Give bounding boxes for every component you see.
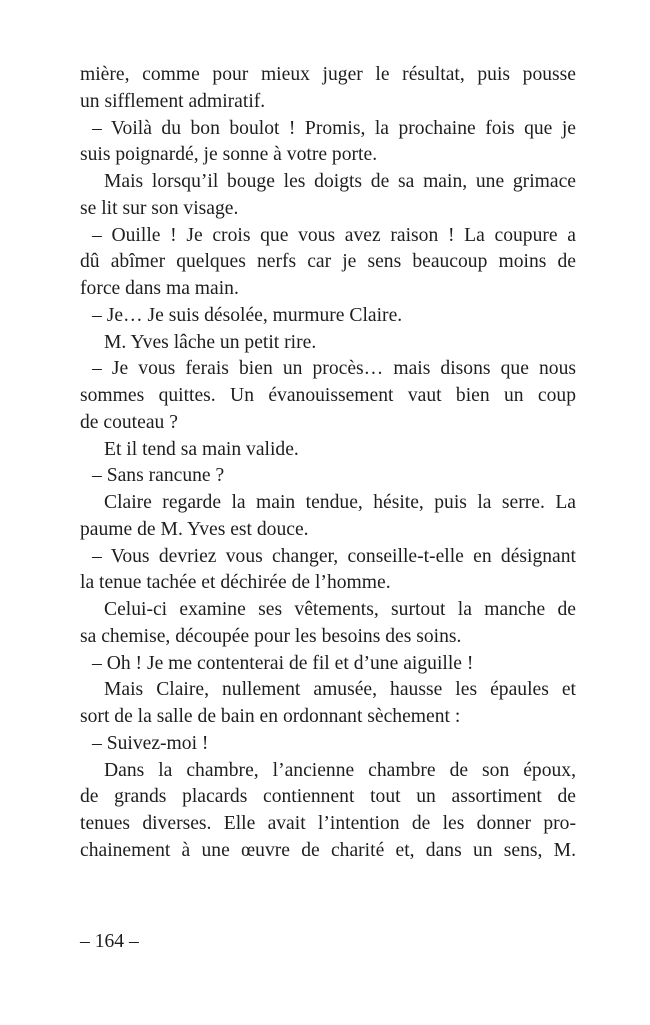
text-line: un sifflement admiratif. [80,90,266,112]
page-number: – 164 – [80,931,139,952]
text-line: – Je… Je suis désolée, murmure Claire. [92,304,403,326]
text-line: de grands placards contiennent tout un assortiment de [80,786,576,808]
text-line: tenues diverses. Elle avait l’intention de les donner pro- [80,813,576,834]
text-line: – Voilà du bon boulot ! Promis, la prochaine fois que je [92,117,576,139]
text-line: Claire regarde la main tendue, hésite, puis la serre. La [104,492,576,513]
text-line: – Je vous ferais bien un procès… mais disons que nous [92,358,576,380]
text-line: Et il tend sa main valide. [104,438,299,460]
text-line: Mais Claire, nullement amusée, hausse les épaules et [104,679,576,701]
text-line: Celui-ci examine ses vêtements, surtout la manche de [104,599,576,620]
text-line: dû abîmer quelques nerfs car je sens beaucoup moins de [80,251,576,273]
text-line: sa chemise, découpée pour les besoins des soins. [80,625,462,647]
text-line: M. Yves lâche un petit rire. [104,331,317,353]
page-body [80,62,576,865]
text-line: Dans la chambre, l’ancienne chambre de son époux, [104,759,576,781]
text-line: – Suivez-moi ! [92,732,209,754]
text-line: la tenue tachée et déchirée de l’homme. [80,572,391,594]
text-line: chainement à une œuvre de charité et, dans un sens, M. [80,839,576,861]
text-line: se lit sur son visage. [80,197,239,219]
text-line: de couteau ? [80,411,178,433]
text-line: Mais lorsqu’il bouge les doigts de sa main, une grimace [104,171,576,192]
text-line: – Oh ! Je me contenterai de fil et d’une aiguille ! [92,652,474,674]
text-line: suis poignardé, je sonne à votre porte. [80,144,378,166]
text-line: paume de M. Yves est douce. [80,518,309,540]
text-line: mière, comme pour mieux juger le résultat, puis pousse [80,64,576,85]
text-line: – Vous devriez vous changer, conseille-t-elle en désignant [92,545,576,567]
text-line: sort de la salle de bain en ordonnant sèchement : [80,706,461,727]
text-line: sommes quittes. Un évanouissement vaut bien un coup [80,385,576,406]
text-line: – Sans rancune ? [92,465,225,487]
text-line: force dans ma main. [80,278,239,299]
text-line: – Ouille ! Je crois que vous avez raison ! La coupure a [92,224,576,246]
